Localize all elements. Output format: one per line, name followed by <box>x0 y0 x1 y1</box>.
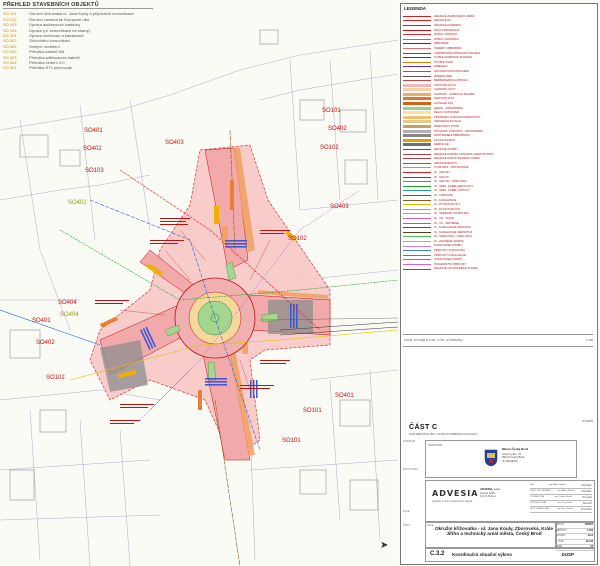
legend-label: HRANICE OCHRANNÉHO PÁSMA <box>434 267 479 271</box>
legend-title: LEGENDA <box>404 6 427 11</box>
legend-swatch <box>403 93 431 96</box>
investor-address-line: Husovo nám. 70 <box>502 453 521 456</box>
object-row: SO 104 Úprava (ul. komunikace na strany) <box>3 27 90 33</box>
meta-key: PARÉ <box>556 546 563 549</box>
legend-label: PŘÍPOJKY VODOVODU <box>434 249 465 253</box>
legend-swatch <box>403 80 431 81</box>
investor-box <box>425 440 577 478</box>
object-label: SO404 <box>60 312 79 318</box>
object-row: SO 501 Přeložka STL plynovodu <box>3 65 73 71</box>
legend-swatch <box>403 158 431 159</box>
drawing-number: C.3.2 <box>430 551 445 557</box>
meta-key: DATUM <box>556 524 564 526</box>
meta-key: FORMÁT <box>556 535 566 538</box>
legend-label: IS - SDĚLOVACÍ - PŘELOŽKA <box>434 235 473 239</box>
legend-label: PLÁNOVANÉ STAVBY <box>434 244 463 248</box>
side-label: INVESTOR <box>403 440 416 443</box>
legend-swatch <box>403 236 431 237</box>
meta-key: Č. ZAK. <box>556 540 565 543</box>
legend-swatch <box>403 84 431 87</box>
legend-swatch <box>403 130 431 133</box>
legend-label: PARKOVACÍ STÁNÍ <box>434 125 459 129</box>
legend-swatch <box>403 125 431 128</box>
meta-value: 05/2022 <box>584 524 593 526</box>
object-label: SO102 <box>46 375 65 381</box>
object-label: SO401 <box>84 128 103 134</box>
legend-swatch <box>403 57 431 58</box>
legend-swatch <box>403 139 431 142</box>
legend-label: PŘÍPOJKY KANALIZACE <box>434 253 466 257</box>
legend-swatch <box>403 209 431 210</box>
legend-swatch <box>403 250 431 251</box>
legend-label: HRANICE BUDOV <box>434 161 458 165</box>
legend-label: IS - KANALIZACE DEŠŤOVÁ <box>434 226 471 230</box>
object-row: SO 404 Přeložka vedení VO <box>3 60 65 66</box>
legend-swatch <box>403 246 431 247</box>
drawing-stage: DUSP <box>561 552 574 557</box>
meta-value: 00 <box>590 546 593 549</box>
legend-label: SIGNÁLNÍ PÁS <box>434 102 454 106</box>
legend-label: VODOROVNÉ DOPRAVNÍ ZNAČENÍ <box>434 51 481 55</box>
legend-label: HRANICE ZÁJMOVÉHO ÚZEMÍ <box>434 14 475 18</box>
company-address <box>480 492 496 498</box>
drawing-number-box <box>425 548 595 562</box>
legend-label: IS - VODOVOD <box>434 193 454 197</box>
legend-label: ODVODŇOVACÍ PROUŽEK <box>434 69 470 73</box>
meta-value: 22-016 <box>585 540 593 543</box>
legend-swatch <box>403 204 431 205</box>
legend-swatch <box>403 227 431 228</box>
object-label: SO401 <box>32 318 51 324</box>
legend-swatch <box>403 255 431 256</box>
legend-swatch <box>403 259 431 260</box>
legend-label: IS - ZRUŠENÉ VEDENÍ <box>434 239 464 243</box>
object-row: SO 401 Veřejné osvětlení <box>3 43 60 49</box>
signature-row <box>530 507 592 513</box>
legend-swatch <box>403 39 431 40</box>
legend-swatch <box>403 167 431 168</box>
legend-swatch <box>403 76 431 77</box>
signature-name: Ing. Petr Dvořák <box>557 508 574 510</box>
legend-label: STAVENIŠTNÍ PŘÍPOJKY <box>434 262 467 266</box>
legend-label: VOZOVKA NOVÁ <box>434 83 457 87</box>
legend-swatch <box>403 154 431 155</box>
object-label: SO403 <box>330 204 349 210</box>
legend-label: VAROVNÝ PÁS <box>434 97 454 101</box>
legend-swatch <box>403 16 431 17</box>
legend-divider <box>403 346 593 347</box>
signature-role: HIP <box>530 484 534 486</box>
object-label: SO102 <box>320 145 339 151</box>
legend-swatch <box>403 20 431 21</box>
part-subtitle: DOKUMENTACE PRO VYDÁNÍ STAVEBNÍHO POVOLENÍ <box>409 433 477 436</box>
legend-label: DĚLICÍ OSTRŮVEK <box>434 111 460 115</box>
company-name: ADVESIA, s.r.o. <box>480 487 501 491</box>
legend-label: UVAŽOVANÉ STAVBY <box>434 258 463 262</box>
coat-of-arms-icon <box>484 449 498 467</box>
legend-swatch <box>403 143 431 146</box>
legend-label: CHODNÍK - ZÁMKOVÁ DLAŽBA <box>434 92 475 96</box>
legend-swatch <box>403 190 431 191</box>
legend-label: SVISLÉ DOPRAVNÍ ZNAČENÍ <box>434 56 473 60</box>
legend-swatch <box>403 181 431 182</box>
legend-swatch <box>403 66 431 67</box>
side-label <box>403 482 423 496</box>
legend-label: ODSTRANĚNÍ OBRUBNÍKŮ <box>434 134 470 138</box>
legend-scale-note: 1:500 <box>586 338 593 342</box>
legend-swatch <box>403 172 431 173</box>
signature-mark: Něměc <box>581 483 592 487</box>
object-label: SO404 <box>58 300 77 306</box>
legend-label: IS - VEŘEJNÉ OSVĚTLENÍ <box>434 212 469 216</box>
legend-label: IS - SDĚL. KABEL METALICKÝ <box>434 184 474 188</box>
investor-address-line: 282 01 Český Brod <box>502 456 525 460</box>
legend-label: HRANICE POZEMKŮ <box>434 23 462 27</box>
legend-swatch <box>403 163 431 164</box>
north-arrow-icon: ➤ <box>380 540 389 551</box>
signature-mark: Něměc <box>581 489 592 493</box>
legend-label: PRSTENEC OKRUŽNÍ KŘIŽOVATKY <box>434 115 481 119</box>
legend-label: IS - ČEZ VN <box>434 175 450 179</box>
legend-swatch <box>403 48 431 49</box>
object-label: SO402 <box>83 146 102 152</box>
object-label: SO402 <box>68 200 87 206</box>
side-label <box>403 454 423 468</box>
legend-swatch <box>403 120 431 123</box>
legend-swatch <box>403 149 431 150</box>
drawing-title-label: AKCE <box>427 524 434 527</box>
object-row: SO 301 Úprava vodovodu a kanalizace <box>3 33 84 39</box>
object-label: SO102 <box>288 236 307 242</box>
legend-label: CHODNÍK NOVÝ <box>434 88 456 92</box>
company-box <box>425 480 595 522</box>
signature-mark: Dvořák <box>581 507 592 511</box>
legend-swatch <box>403 269 431 270</box>
signature-name: Ing. Adam Něměc <box>557 490 575 492</box>
legend-swatch <box>403 116 431 119</box>
meta-key: MĚŘÍTKO <box>556 529 567 532</box>
legend-label: BEZBARIÉROVÁ ÚPRAVA <box>434 79 468 83</box>
legend-swatch <box>403 25 431 26</box>
legend-swatch <box>403 107 431 110</box>
object-list <box>3 3 153 71</box>
legend-label: IS - VO - NOVÉ <box>434 216 454 220</box>
investor-address-line: IČ: 00235334 <box>502 459 518 463</box>
legend-label: IS - PLYNOVOD STL <box>434 203 461 207</box>
company-address-line: 110 00 Praha 1 <box>480 495 497 498</box>
object-row: SO 102 Okružní ramena ke Kroupově ulici <box>3 16 90 22</box>
legend-label: IS - ČEZ NN - PŘELOŽKA <box>434 180 467 184</box>
signature-role: VYPRACOVAL <box>530 496 545 498</box>
side-label: AKCE <box>403 510 410 513</box>
legend-label: OSA KOMUNIKACE <box>434 28 460 32</box>
side-label: ZHOTOVITEL <box>403 468 418 471</box>
legend-swatch <box>403 43 431 44</box>
legend-label: OKRAJ CHODNÍKU <box>434 37 460 41</box>
legend-item <box>403 267 593 272</box>
drawing-name: Koordinační situační výkres <box>452 552 513 557</box>
legend-label: IS - ČEZ NN <box>434 170 450 174</box>
legend-label: OKRAJ VOZOVKY <box>434 33 458 37</box>
legend-swatch <box>403 218 431 219</box>
legend-swatch <box>403 134 431 137</box>
object-label: SO103 <box>85 168 104 174</box>
company-address-line: Karlova 123/5 <box>480 492 495 495</box>
legend-swatch <box>403 264 431 265</box>
legend-swatch <box>403 200 431 201</box>
signature-role: SPOLUPRACOVAL <box>530 508 550 510</box>
signature-mark: Novák <box>582 495 592 499</box>
object-row: SO 402 Přeložka kabelů NN <box>3 49 65 55</box>
legend-note: SOUŘ. SYSTÉM S-JTSK, VÝŠK. SYSTÉM Bpv <box>404 338 464 342</box>
part-title: ČÁST C <box>409 424 438 431</box>
object-row: SO 302 Odvodnění komunikací <box>3 38 70 44</box>
investor-address <box>502 453 524 463</box>
legend-label: STOPNÍ ČÁRA <box>434 60 453 64</box>
legend-swatch <box>403 34 431 35</box>
signature-role: KONTROLOVAL <box>530 502 547 504</box>
legend-label: VÝŠKOPIS - VRSTEVNICE <box>434 166 469 170</box>
legend-label: IS - SDĚL. KABEL OPTICKÝ <box>434 189 470 193</box>
legend-divider <box>403 334 593 335</box>
signature-table <box>530 483 592 513</box>
legend-label: IS - VO - ZRUŠENÉ <box>434 221 460 225</box>
signature-role: ZODP. PROJEKTANT <box>530 490 552 492</box>
legend-label: HRANICE KÚ <box>434 19 452 23</box>
signature-name: Ing. Adam Něměc <box>548 484 567 486</box>
object-label: SO402 <box>328 126 347 132</box>
legend-label: DEMOLICE <box>434 143 449 147</box>
legend-swatch <box>403 177 431 178</box>
legend-label: HRANICE KATASTRÁLNÍHO ÚZEMÍ <box>434 157 480 161</box>
legend-label: HRANICE PARCEL KATASTRU NEMOVITOSTÍ <box>434 152 494 156</box>
legend-label: ZELEŇ - ZATRAVNĚNÍ <box>434 106 463 110</box>
signature-name: Ing. Tomáš Novák <box>554 496 573 498</box>
drawing-title: Okružní křižovatka - ul. Jana Kouly, Zborovská, Krále Jiřího a technický areál města, Český Brod <box>435 526 553 537</box>
company-logo-subtitle: projekty a řízení dopravních staveb <box>432 500 473 503</box>
legend-label: STÁVAJÍCÍ VOZOVKA - ODSTRANĚNÍ <box>434 129 483 133</box>
side-label <box>403 496 423 510</box>
legend-label: OBRUBNÍK <box>434 42 449 46</box>
drawing-meta-box <box>555 522 595 548</box>
legend-swatch <box>403 111 431 114</box>
legend-panel <box>400 3 598 565</box>
legend-swatch <box>403 186 431 187</box>
investor-name: Město Český Brod <box>502 447 529 451</box>
object-label: SO101 <box>282 438 301 444</box>
object-label: SO403 <box>165 140 184 146</box>
object-row: SO 103 Úprava autobusové zastávky <box>3 22 81 28</box>
part-stage-note: STUPEŇ <box>582 420 593 423</box>
legend-label: SNÍŽENÝ OBRUBNÍK <box>434 46 462 50</box>
legend-swatch <box>403 241 431 242</box>
legend-label: OPĚRNÁ ZEĎ <box>434 74 453 78</box>
meta-value: 1:500 <box>587 529 593 532</box>
legend-swatch <box>403 62 431 63</box>
object-label: SO101 <box>322 108 341 114</box>
legend-swatch <box>403 102 431 105</box>
investor-label: INVESTOR <box>428 443 443 447</box>
legend-swatch <box>403 97 431 100</box>
legend-swatch <box>403 223 431 224</box>
signature-name: Ing. Jan Kovář <box>557 502 572 504</box>
meta-value: 4xA4 <box>587 535 593 538</box>
title-block-side-labels <box>403 440 423 538</box>
legend-label: IS - PLYNOVOD NTL <box>434 207 461 211</box>
legend-label: ZASTÁVKA BUS <box>434 138 455 142</box>
object-list-title: PŘEHLED STAVEBNÍCH OBJEKTŮ <box>3 3 153 9</box>
legend-label: ZÁBRADLÍ <box>434 65 448 69</box>
object-label: SO402 <box>36 340 55 346</box>
legend-swatch <box>403 71 431 72</box>
legend-list <box>403 14 593 271</box>
legend-label: IS - KANALIZACE <box>434 198 457 202</box>
object-row: SO 101 Okružní křižovatka ul. Jana Kouly a příjezdové komunikace <box>3 11 134 17</box>
legend-swatch <box>403 195 431 196</box>
company-logo: ADVESIA <box>432 489 479 498</box>
legend-swatch <box>403 30 431 31</box>
object-label: SO401 <box>335 393 354 399</box>
object-label: SO101 <box>303 408 322 414</box>
legend-label: ZPEVNĚNÁ PLOCHA <box>434 120 462 124</box>
object-row: SO 403 Přeložka sdělovacích kabelů <box>3 54 80 60</box>
legend-swatch <box>403 232 431 233</box>
legend-swatch <box>403 53 431 54</box>
legend-swatch <box>403 213 431 214</box>
drawing-title-box <box>425 522 557 548</box>
legend-label: IS - KANALIZACE JEDNOTNÁ <box>434 230 473 234</box>
legend-swatch <box>403 88 431 91</box>
signature-mark: Kovář <box>583 501 592 505</box>
legend-label: HRANICE STAVBY <box>434 148 458 152</box>
side-label: ČÍSLO <box>403 524 411 527</box>
